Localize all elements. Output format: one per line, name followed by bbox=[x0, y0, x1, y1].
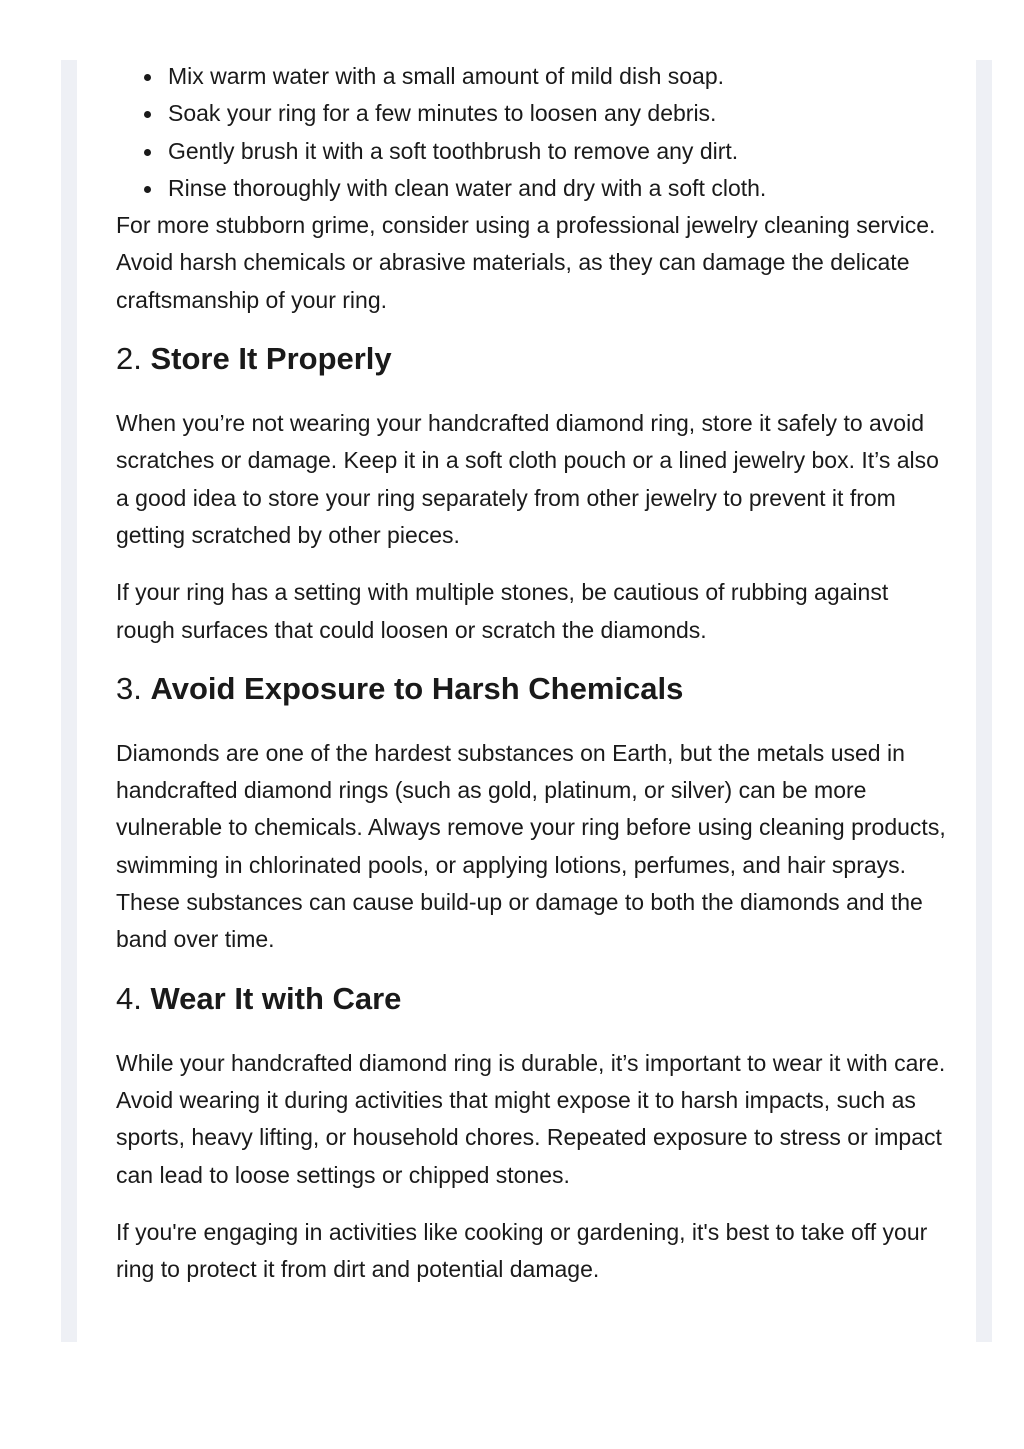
section-heading-chemicals bbox=[116, 669, 946, 709]
care-paragraph-1: While your handcrafted diamond ring is durable, it’s important to wear it with care. Avoid wearing it during activities that might expose it to harsh impacts, such as sports, heavy lifting, or household chores. Repeated exposure to stress or impact can lead to loose settings or chipped stones. bbox=[116, 1049, 946, 1188]
section-number: 3. bbox=[116, 670, 142, 706]
store-paragraph-2: If your ring has a setting with multiple stones, be cautious of rubbing against rough surfaces that could loosen or scratch the diamonds. bbox=[116, 579, 889, 643]
section-title: Wear It with Care bbox=[150, 980, 402, 1016]
section-heading-store bbox=[116, 339, 946, 379]
section-number: 2. bbox=[116, 341, 142, 377]
store-paragraph-1: When you’re not wearing your handcrafted diamond ring, store it safely to avoid scratches or damage. Keep it in a soft cloth pouch or a lined jewelry box. It’s also a good idea to store your ring separately from other jewelry to prevent it from getting scratched by other pieces. bbox=[116, 410, 939, 548]
section-title: Avoid Exposure to Harsh Chemicals bbox=[150, 670, 684, 706]
cleaning-steps-list bbox=[116, 58, 946, 207]
list-item: Gently brush it with a soft toothbrush to remove any dirt. bbox=[168, 133, 946, 170]
article-body bbox=[116, 58, 946, 1288]
section-title: Store It Properly bbox=[150, 341, 392, 377]
list-item: Soak your ring for a few minutes to loosen any debris. bbox=[168, 95, 946, 132]
left-margin-rail bbox=[61, 60, 77, 1342]
chemicals-paragraph-1: Diamonds are one of the hardest substances on Earth, but the metals used in handcrafted diamond rings (such as gold, platinum, or silver) can be more vulnerable to chemicals. Always remove your ring before using cleaning products, swimming in chlorinated pools, or applying lotions, perfumes, and hair sprays. These substances can cause build-up or damage to both the diamonds and the band over time. bbox=[116, 739, 946, 953]
cleaning-paragraph: For more stubborn grime, consider using a professional jewelry cleaning service. Avoid harsh chemicals or abrasive materials, as they can damage the delicate craftsmanship of your ring. bbox=[116, 212, 936, 313]
section-number: 4. bbox=[116, 980, 142, 1016]
care-paragraph-2: If you're engaging in activities like cooking or gardening, it's best to take off your ring to protect it from dirt and potential damage. bbox=[116, 1218, 928, 1283]
right-margin-rail bbox=[976, 60, 992, 1342]
section-heading-care bbox=[116, 979, 946, 1019]
list-item: Mix warm water with a small amount of mild dish soap. bbox=[168, 58, 946, 95]
list-item: Rinse thoroughly with clean water and dry with a soft cloth. bbox=[168, 170, 946, 207]
